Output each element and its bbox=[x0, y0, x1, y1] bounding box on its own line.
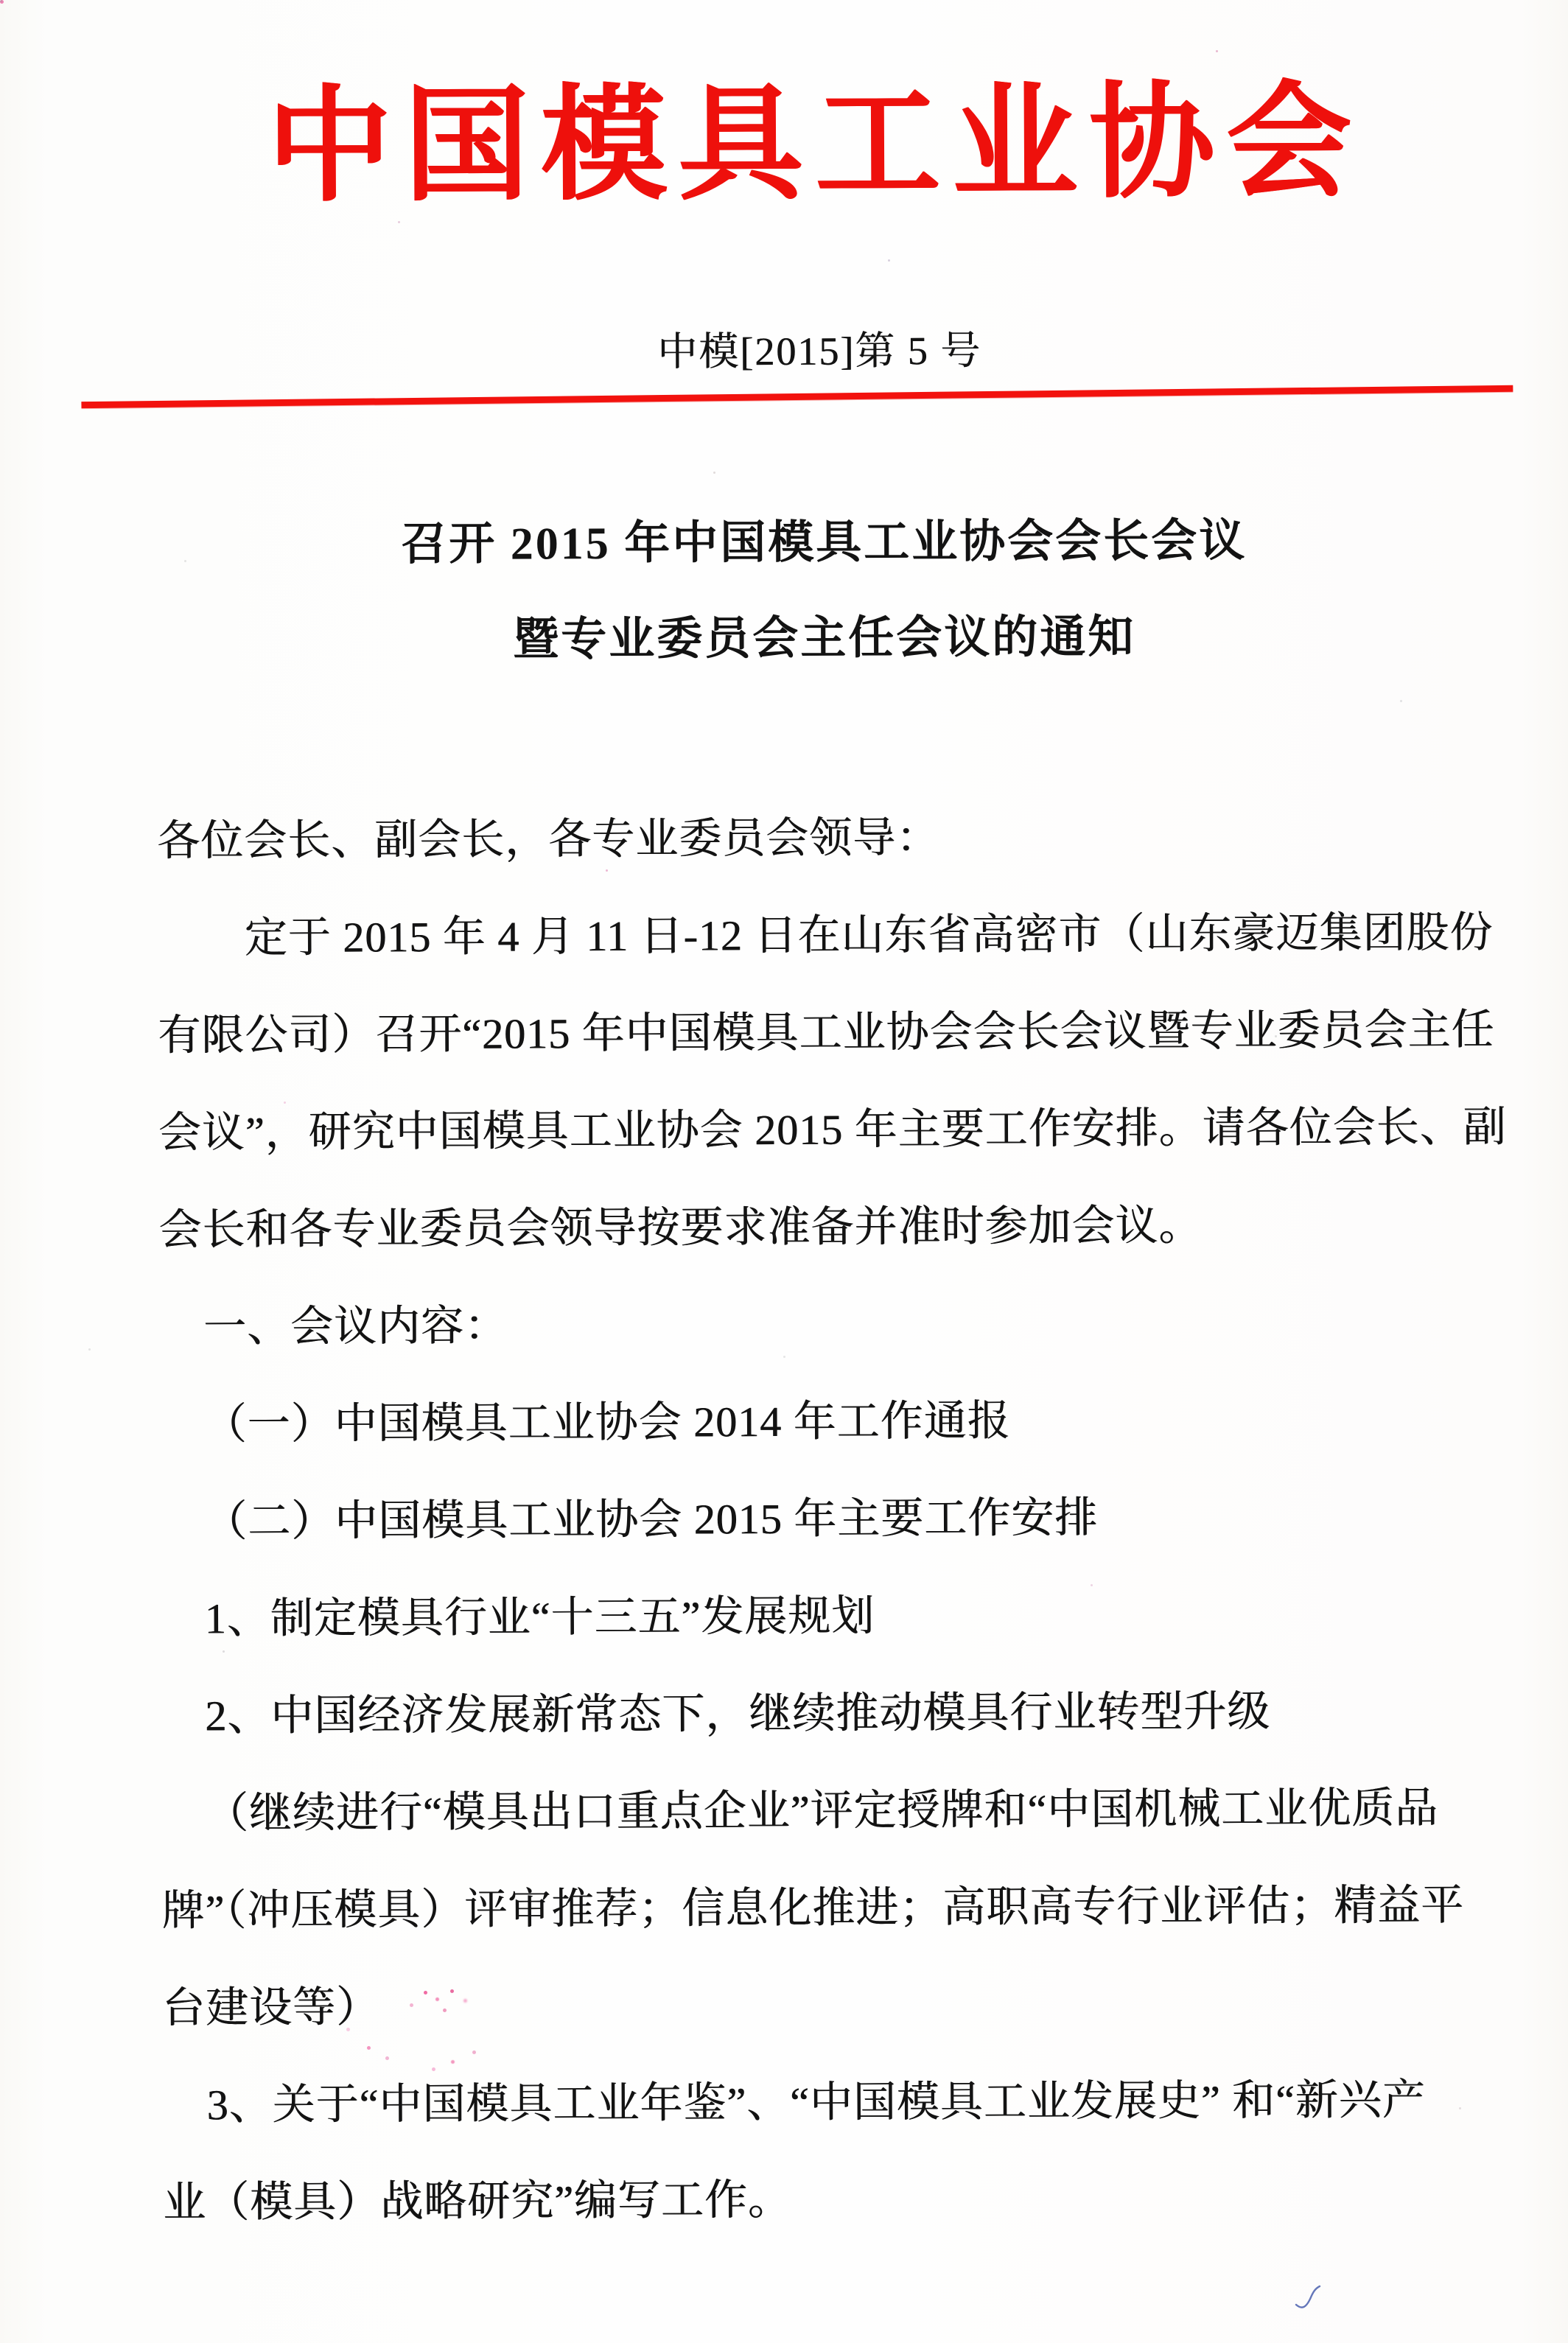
document-number: 中模[2015]第 5 号 bbox=[657, 328, 982, 374]
body-line: （一）中国模具工业协会 2014 年工作通报 bbox=[203, 1396, 1011, 1449]
body-line: （继续进行“模具出口重点企业”评定授牌和“中国机械工业优质品 bbox=[205, 1784, 1439, 1838]
body-line: 1、制定模具行业“十三五”发展规划 bbox=[204, 1591, 875, 1643]
letterhead-title: 中国模具工业协会 bbox=[266, 73, 1364, 217]
body-line: 会长和各专业委员会领导按要求准备并准时参加会议。 bbox=[158, 1201, 1203, 1254]
scan-noise-dots bbox=[0, 0, 2, 2]
body-line: 会议”，研究中国模具工业协会 2015 年主要工作安排。请各位会长、副 bbox=[158, 1102, 1507, 1157]
body-line: （二）中国模具工业协会 2015 年主要工作安排 bbox=[203, 1493, 1099, 1546]
pen-mark bbox=[1293, 2283, 1326, 2312]
red-divider-rule bbox=[81, 385, 1513, 408]
body-line: 台建设等） bbox=[161, 1983, 380, 2032]
body-line: 定于 2015 年 4 月 11 日-12 日在山东省高密市（山东豪迈集团股份 bbox=[244, 908, 1494, 962]
notice-body bbox=[156, 787, 1507, 2252]
body-line: 2、中国经济发展新常态下，继续推动模具行业转型升级 bbox=[205, 1687, 1271, 1740]
body-line: 3、关于“中国模具工业年鉴”、“中国模具工业发展史” 和“新兴产 bbox=[206, 2076, 1426, 2129]
body-line: 一、会议内容： bbox=[203, 1301, 508, 1351]
notice-title bbox=[40, 491, 1568, 690]
body-line: 牌”（冲压模具）评审推荐；信息化推进；高职高专行业评估；精益平 bbox=[161, 1880, 1465, 1935]
body-line: 有限公司）召开“2015 年中国模具工业协会会长会议暨专业委员会主任 bbox=[158, 1005, 1495, 1060]
body-line: 各位会长、副会长，各专业委员会领导： bbox=[156, 813, 940, 865]
notice-title-line1: 召开 2015 年中国模具工业协会会长会议 bbox=[401, 516, 1247, 570]
body-line: 业（模具）战略研究”编写工作。 bbox=[162, 2175, 791, 2227]
notice-title-line2: 暨专业委员会主任会议的通知 bbox=[513, 612, 1136, 665]
